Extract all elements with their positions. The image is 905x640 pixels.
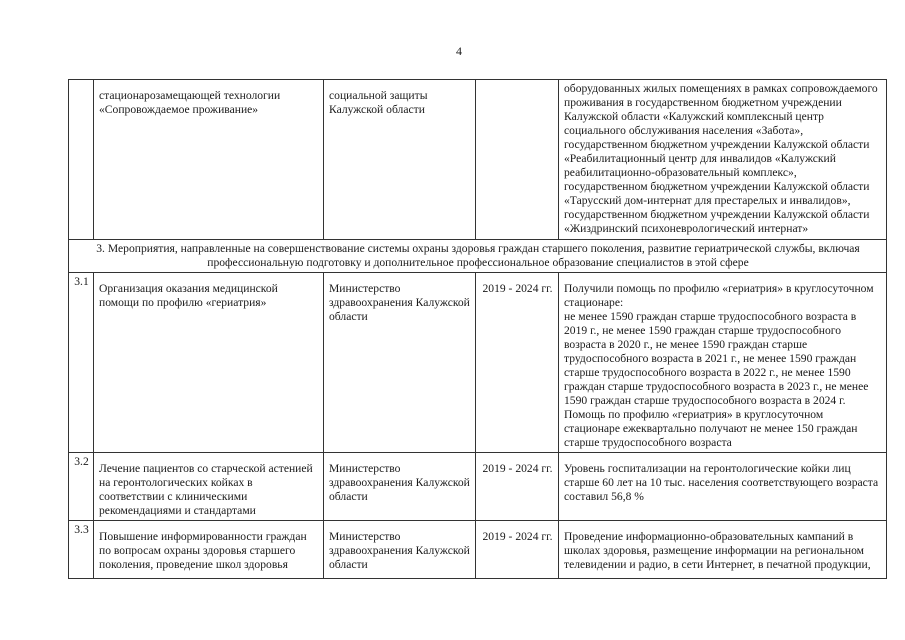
row-number: 3.2 (69, 453, 94, 521)
section-row (69, 240, 887, 273)
measure-result: Проведение информационно-образовательных кампаний в школах здоровья, размещение информации на региональном телевидении и радио, в сети Интернет, в печатной продукции, (559, 521, 887, 579)
measures-table (68, 79, 887, 579)
measure-name: Лечение пациентов со старческой астенией на геронтологических койках в соответствии с клиническими рекомендациями и стандартами (94, 453, 324, 521)
table-row (69, 521, 887, 579)
measure-name: Повышение информированности граждан по вопросам охраны здоровья старшего поколения, проведение школ здоровья (94, 521, 324, 579)
row-number: 3.3 (69, 521, 94, 579)
measure-executor: Министерство здравоохранения Калужской области (324, 521, 476, 579)
measure-executor: Министерство здравоохранения Калужской области (324, 273, 476, 453)
page-number: 4 (456, 44, 462, 58)
section-header: 3. Мероприятия, направленные на совершенствование системы охраны здоровья граждан старшего поколения, развитие гериатрической службы, включая профессиональную подготовку и дополнительное профессиональное образование специалистов в этой сфере (69, 240, 887, 273)
measure-result: Уровень госпитализации на геронтологические койки лиц старше 60 лет на 10 тыс. населения соответствующего возраста составил 56,8 % (559, 453, 887, 521)
measure-period: 2019 - 2024 гг. (476, 453, 559, 521)
measure-name: Организация оказания медицинской помощи по профилю «гериатрия» (94, 273, 324, 453)
measure-result: оборудованных жилых помещениях в рамках сопровождаемого проживания в государственном бюджетном учреждении Калужской области «Калужский комплексный центр социального обслуживания населения «Забота», государственном бюджетном учреждении Калужской области «Реабилитационный центр для инвалидов «Калужский реабилитационно-образовательный комплекс», государственном бюджетном учреждении Калужской области «Тарусский дом-интернат для престарелых и инвалидов», государственном бюджетном учреждении Калужской области «Жиздринский психоневрологический интернат» (559, 80, 887, 240)
measure-period (476, 80, 559, 240)
table-row (69, 273, 887, 453)
row-number (69, 80, 94, 240)
row-number: 3.1 (69, 273, 94, 453)
measure-executor: Министерство здравоохранения Калужской области (324, 453, 476, 521)
measure-period: 2019 - 2024 гг. (476, 521, 559, 579)
measure-result: Получили помощь по профилю «гериатрия» в круглосуточном стационаре: не менее 1590 граждан старше трудоспособного возраста в 2019 г., не менее 1590 граждан старше трудоспособного возраста в 2020 г., не менее 1590 граждан старше трудоспособного возраста в 2021 г., не менее 1590 граждан старше трудоспособного возраста в 2022 г., не менее 1590 граждан старше трудоспособного возраста в 2023 г., не менее 1590 граждан старше трудоспособного возраста в 2024 г. Помощь по профилю «гериатрия» в круглосуточном стационаре ежеквартально получают не менее 150 граждан старше трудоспособного возраста (559, 273, 887, 453)
table-row (69, 80, 887, 240)
measure-executor: социальной защиты Калужской области (324, 80, 476, 240)
measure-name: стационарозамещающей технологии «Сопровождаемое проживание» (94, 80, 324, 240)
measure-period: 2019 - 2024 гг. (476, 273, 559, 453)
table-row (69, 453, 887, 521)
